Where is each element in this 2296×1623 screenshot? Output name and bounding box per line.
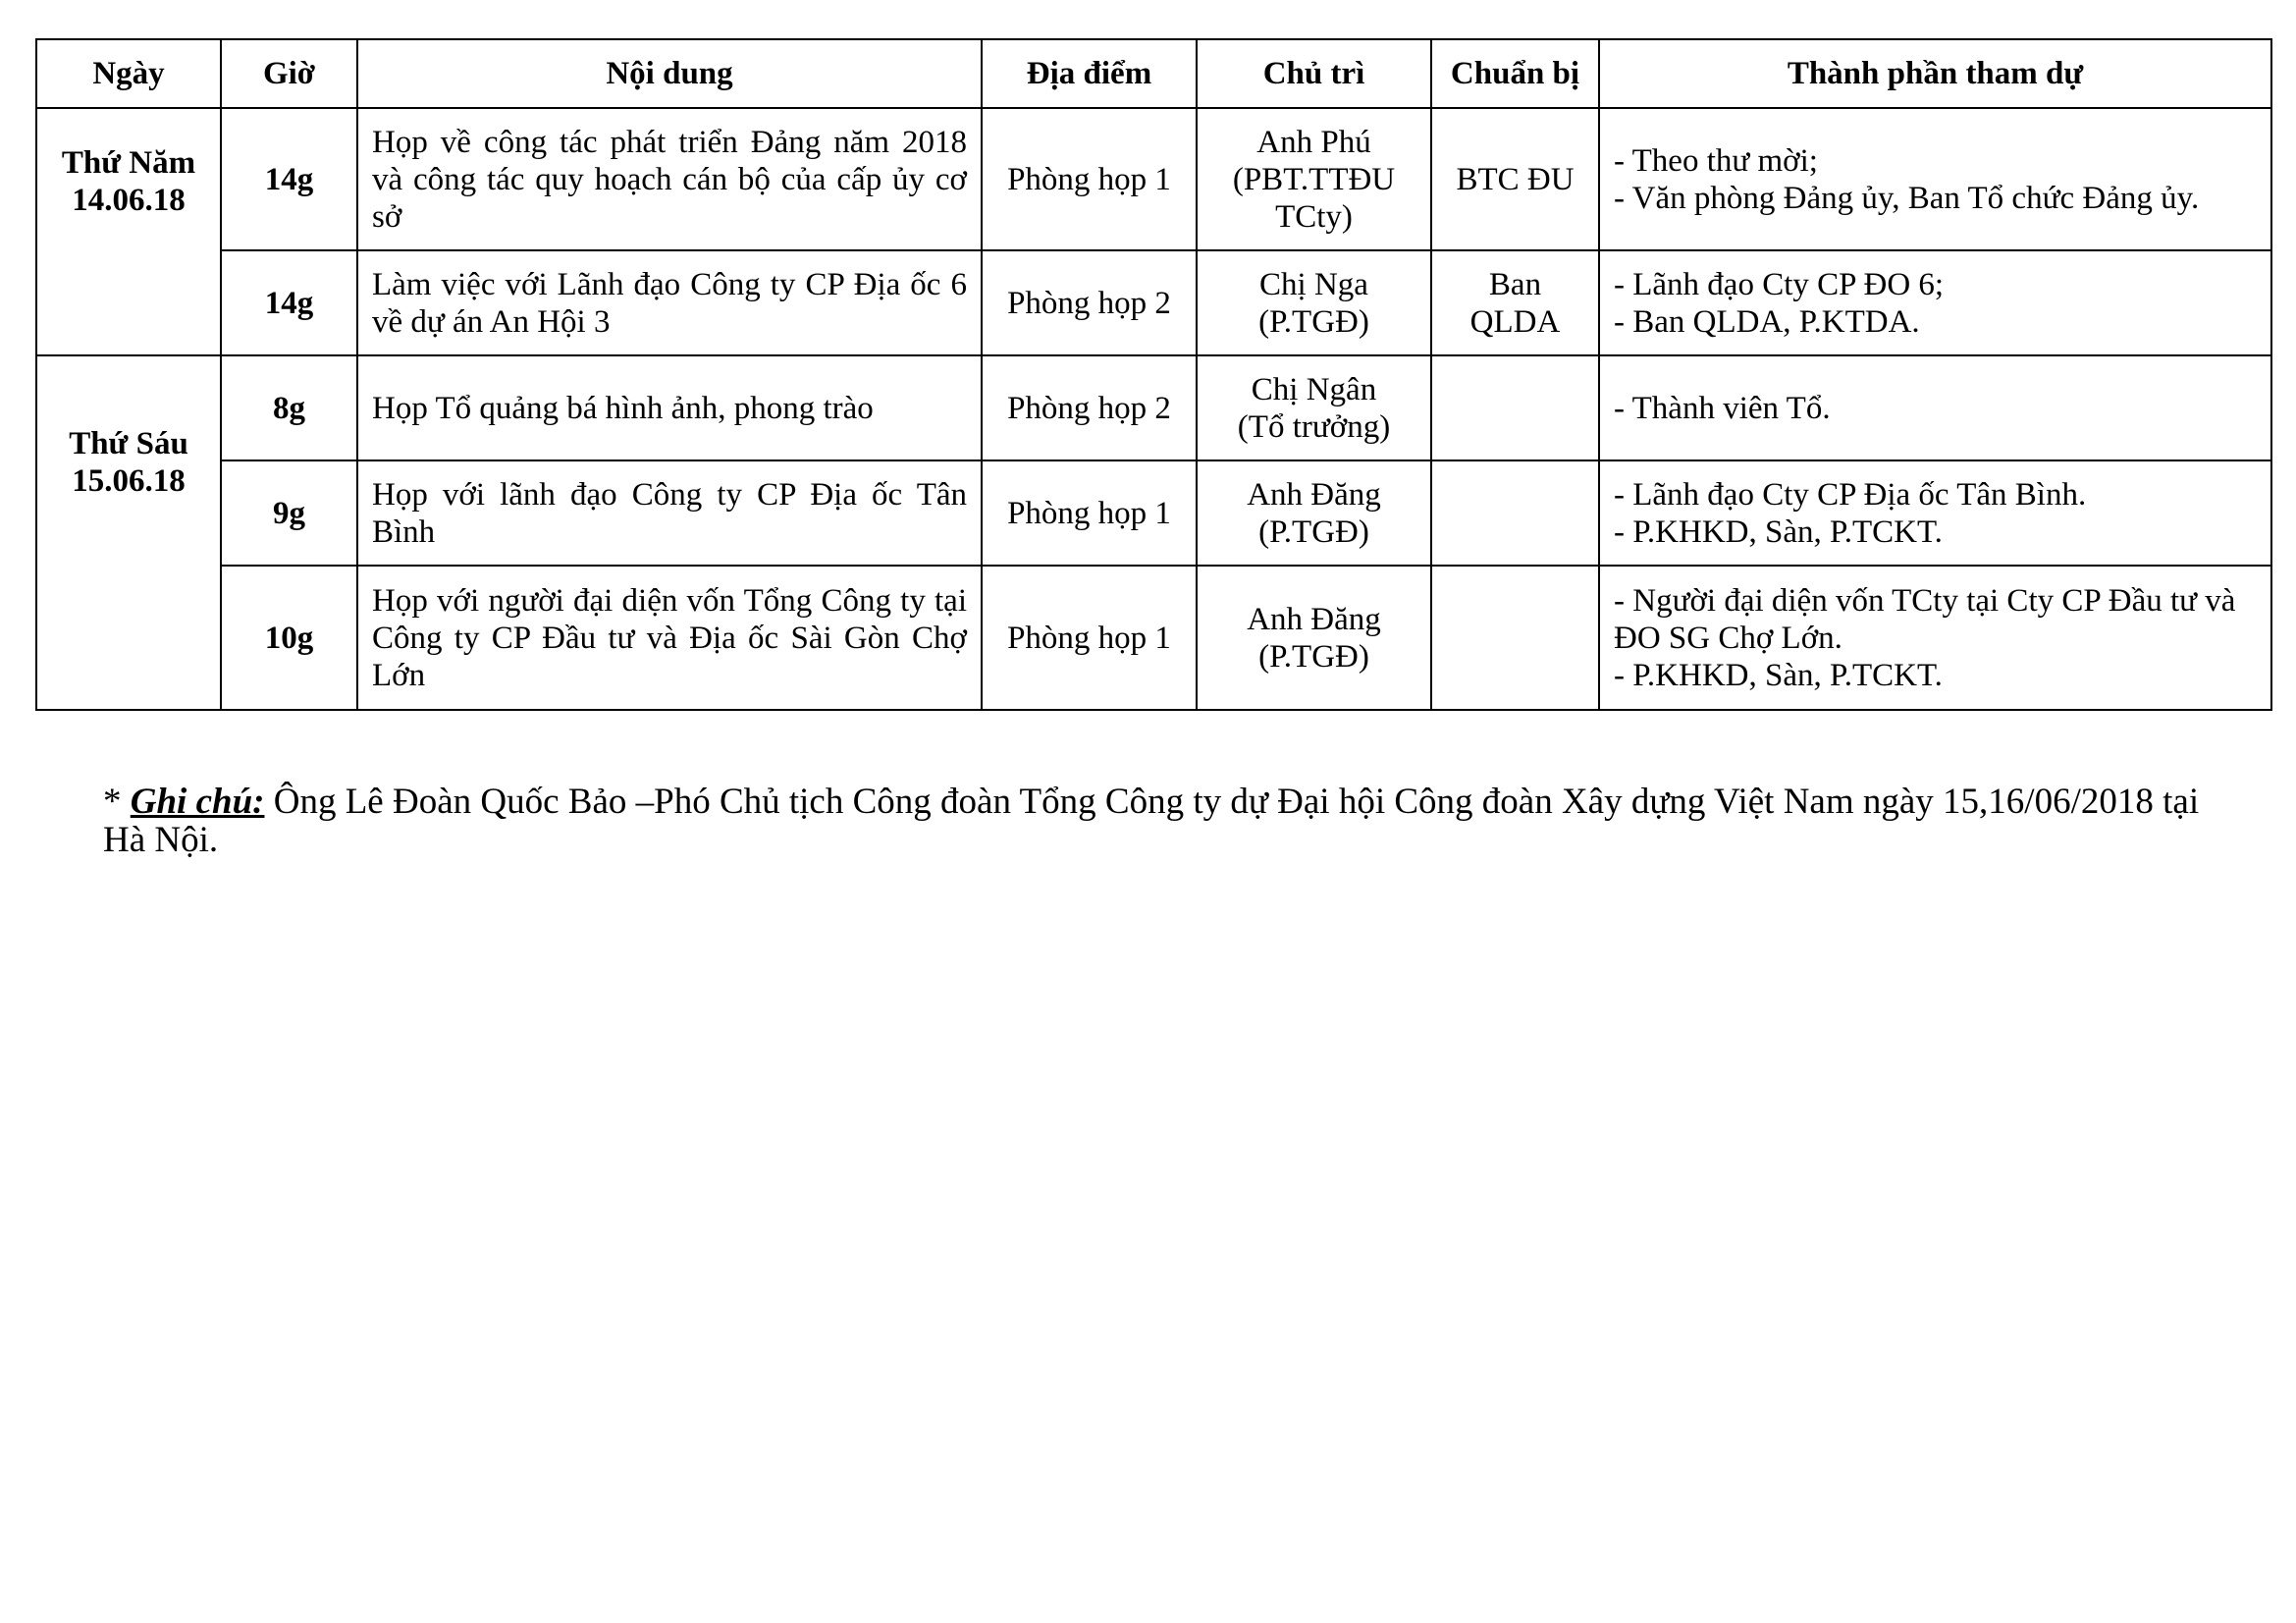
content-cell: Họp Tổ quảng bá hình ảnh, phong trào — [357, 355, 982, 460]
header-host: Chủ trì — [1197, 39, 1431, 108]
host-line: (PBT.TTĐU — [1232, 161, 1396, 197]
place-cell: Phòng họp 1 — [982, 566, 1197, 710]
place-cell: Phòng họp 2 — [982, 250, 1197, 355]
host-cell — [1197, 566, 1431, 710]
attendee-line: - Văn phòng Đảng ủy, Ban Tổ chức Đảng ủy. — [1614, 180, 2200, 216]
prep-cell — [1431, 250, 1599, 355]
attendees-cell — [1599, 566, 2271, 710]
host-cell — [1197, 250, 1431, 355]
prep-cell — [1431, 355, 1599, 460]
content-cell: Họp với lãnh đạo Công ty CP Địa ốc Tân Bình — [357, 460, 982, 566]
prep-cell — [1431, 460, 1599, 566]
attendee-line: - Ban QLDA, P.KTDA. — [1614, 303, 1920, 340]
header-place: Địa điểm — [982, 39, 1197, 108]
schedule-table — [35, 38, 2272, 711]
day-weekday: Thứ Năm — [61, 145, 196, 181]
host-line: (P.TGĐ) — [1258, 638, 1369, 675]
table-row — [36, 355, 2271, 460]
host-line: Chị Nga — [1259, 266, 1368, 302]
note-label: Ghi chú: — [130, 782, 265, 822]
header-row — [36, 39, 2271, 108]
table-row — [36, 108, 2271, 250]
prep-line: BTC ĐU — [1456, 161, 1575, 197]
content-cell: Họp về công tác phát triển Đảng năm 2018 và công tác quy hoạch cán bộ của cấp ủy cơ sở — [357, 108, 982, 250]
attendee-line: - P.KHKD, Sàn, P.TCKT. — [1614, 657, 1943, 693]
host-line: Anh Đăng — [1247, 476, 1381, 513]
table-row — [36, 460, 2271, 566]
table-row — [36, 566, 2271, 710]
host-line: TCty) — [1275, 198, 1353, 235]
time-cell: 14g — [221, 250, 357, 355]
host-line: Chị Ngân — [1251, 371, 1377, 407]
day-date: 14.06.18 — [72, 183, 186, 218]
footnote — [103, 783, 2214, 859]
prep-cell — [1431, 566, 1599, 710]
attendee-line: - Theo thư mời; — [1614, 142, 1818, 179]
time-cell: 14g — [221, 108, 357, 250]
attendees-cell — [1599, 250, 2271, 355]
attendee-line: - Người đại diện vốn TCty tại Cty CP Đầu tư và ĐO SG Chợ Lớn. — [1614, 582, 2236, 656]
attendee-line: - P.KHKD, Sàn, P.TCKT. — [1614, 514, 1943, 550]
note-text: Ông Lê Đoàn Quốc Bảo –Phó Chủ tịch Công đoàn Tổng Công ty dự Đại hội Công đoàn Xây dựng Việt Nam ngày 15,16/06/2018 tại Hà Nội. — [103, 782, 2200, 860]
prep-line: QLDA — [1469, 303, 1561, 340]
attendee-line: - Lãnh đạo Cty CP Địa ốc Tân Bình. — [1614, 476, 2087, 513]
day-cell — [36, 355, 221, 710]
day-cell — [36, 108, 221, 355]
time-cell: 8g — [221, 355, 357, 460]
host-cell — [1197, 460, 1431, 566]
time-cell: 9g — [221, 460, 357, 566]
host-cell — [1197, 108, 1431, 250]
header-prep: Chuẩn bị — [1431, 39, 1599, 108]
day-weekday: Thứ Sáu — [69, 426, 188, 461]
host-cell — [1197, 355, 1431, 460]
place-cell: Phòng họp 1 — [982, 460, 1197, 566]
content-cell: Họp với người đại diện vốn Tổng Công ty tại Công ty CP Đầu tư và Địa ốc Sài Gòn Chợ Lớn — [357, 566, 982, 710]
content-cell: Làm việc với Lãnh đạo Công ty CP Địa ốc 6 về dự án An Hội 3 — [357, 250, 982, 355]
note-prefix: * — [103, 782, 131, 822]
header-time: Giờ — [221, 39, 357, 108]
header-content: Nội dung — [357, 39, 982, 108]
attendee-line: - Lãnh đạo Cty CP ĐO 6; — [1614, 266, 1945, 302]
attendees-cell — [1599, 108, 2271, 250]
time-cell: 10g — [221, 566, 357, 710]
header-day: Ngày — [36, 39, 221, 108]
prep-line: Ban — [1488, 266, 1542, 302]
table-row — [36, 250, 2271, 355]
attendees-cell — [1599, 460, 2271, 566]
attendee-line: - Thành viên Tổ. — [1614, 390, 1831, 426]
host-line: (P.TGĐ) — [1258, 303, 1369, 340]
host-line: (Tổ trưởng) — [1237, 408, 1391, 445]
place-cell: Phòng họp 2 — [982, 355, 1197, 460]
host-line: (P.TGĐ) — [1258, 514, 1369, 550]
day-date: 15.06.18 — [72, 463, 186, 499]
host-line: Anh Phú — [1256, 124, 1371, 160]
attendees-cell — [1599, 355, 2271, 460]
header-attendees: Thành phần tham dự — [1599, 39, 2271, 108]
place-cell: Phòng họp 1 — [982, 108, 1197, 250]
host-line: Anh Đăng — [1247, 601, 1381, 637]
prep-cell — [1431, 108, 1599, 250]
